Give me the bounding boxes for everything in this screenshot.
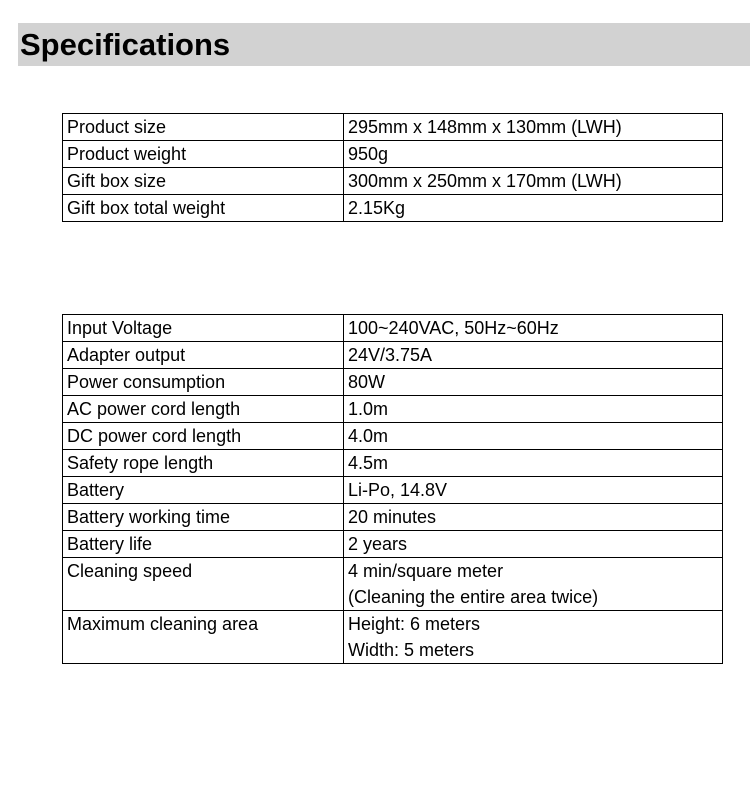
table-row: [63, 168, 723, 195]
spec-label: Gift box size: [63, 168, 344, 195]
spec-value: 1.0m: [344, 396, 723, 423]
table-row: [63, 141, 723, 168]
page-title: Specifications: [20, 27, 231, 62]
table-row: [63, 342, 723, 369]
spec-value: 4.5m: [344, 450, 723, 477]
spec-label: Adapter output: [63, 342, 344, 369]
spec-label: Product weight: [63, 141, 344, 168]
spec-value: 295mm x 148mm x 130mm (LWH): [344, 114, 723, 141]
spec-label: Maximum cleaning area: [63, 611, 344, 664]
spec-value: 950g: [344, 141, 723, 168]
spec-label: Battery: [63, 477, 344, 504]
table-row: [63, 396, 723, 423]
spec-label: Power consumption: [63, 369, 344, 396]
table-row: [63, 504, 723, 531]
spec-label: Gift box total weight: [63, 195, 344, 222]
spec-label: Battery life: [63, 531, 344, 558]
spec-value: 24V/3.75A: [344, 342, 723, 369]
spec-value: Li-Po, 14.8V: [344, 477, 723, 504]
spec-label: Product size: [63, 114, 344, 141]
table-row: [63, 531, 723, 558]
spec-label: Safety rope length: [63, 450, 344, 477]
spec-label: Battery working time: [63, 504, 344, 531]
technical-spec-table: [62, 314, 723, 664]
spec-value: 300mm x 250mm x 170mm (LWH): [344, 168, 723, 195]
table-row: [63, 558, 723, 611]
spec-value: 20 minutes: [344, 504, 723, 531]
table-row: [63, 369, 723, 396]
spec-value: 2.15Kg: [344, 195, 723, 222]
table-row: [63, 195, 723, 222]
spec-label: AC power cord length: [63, 396, 344, 423]
spec-value-line: 4 min/square meter: [348, 561, 504, 581]
packaging-spec-table: [62, 113, 723, 222]
table-row: [63, 477, 723, 504]
table-row: [63, 114, 723, 141]
spec-value-line: (Cleaning the entire area twice): [348, 587, 599, 607]
table-row: [63, 423, 723, 450]
spec-label: Input Voltage: [63, 315, 344, 342]
spec-label: Cleaning speed: [63, 558, 344, 611]
spec-value: 80W: [344, 369, 723, 396]
spec-value: 2 years: [344, 531, 723, 558]
table-row: [63, 611, 723, 664]
spec-value: [344, 558, 723, 611]
spec-value: [344, 611, 723, 664]
table-row: [63, 450, 723, 477]
spec-value: 100~240VAC, 50Hz~60Hz: [344, 315, 723, 342]
spec-value-line: Height: 6 meters: [348, 614, 481, 634]
table-row: [63, 315, 723, 342]
spec-label: DC power cord length: [63, 423, 344, 450]
spec-value-line: Width: 5 meters: [348, 640, 475, 660]
spec-value: 4.0m: [344, 423, 723, 450]
